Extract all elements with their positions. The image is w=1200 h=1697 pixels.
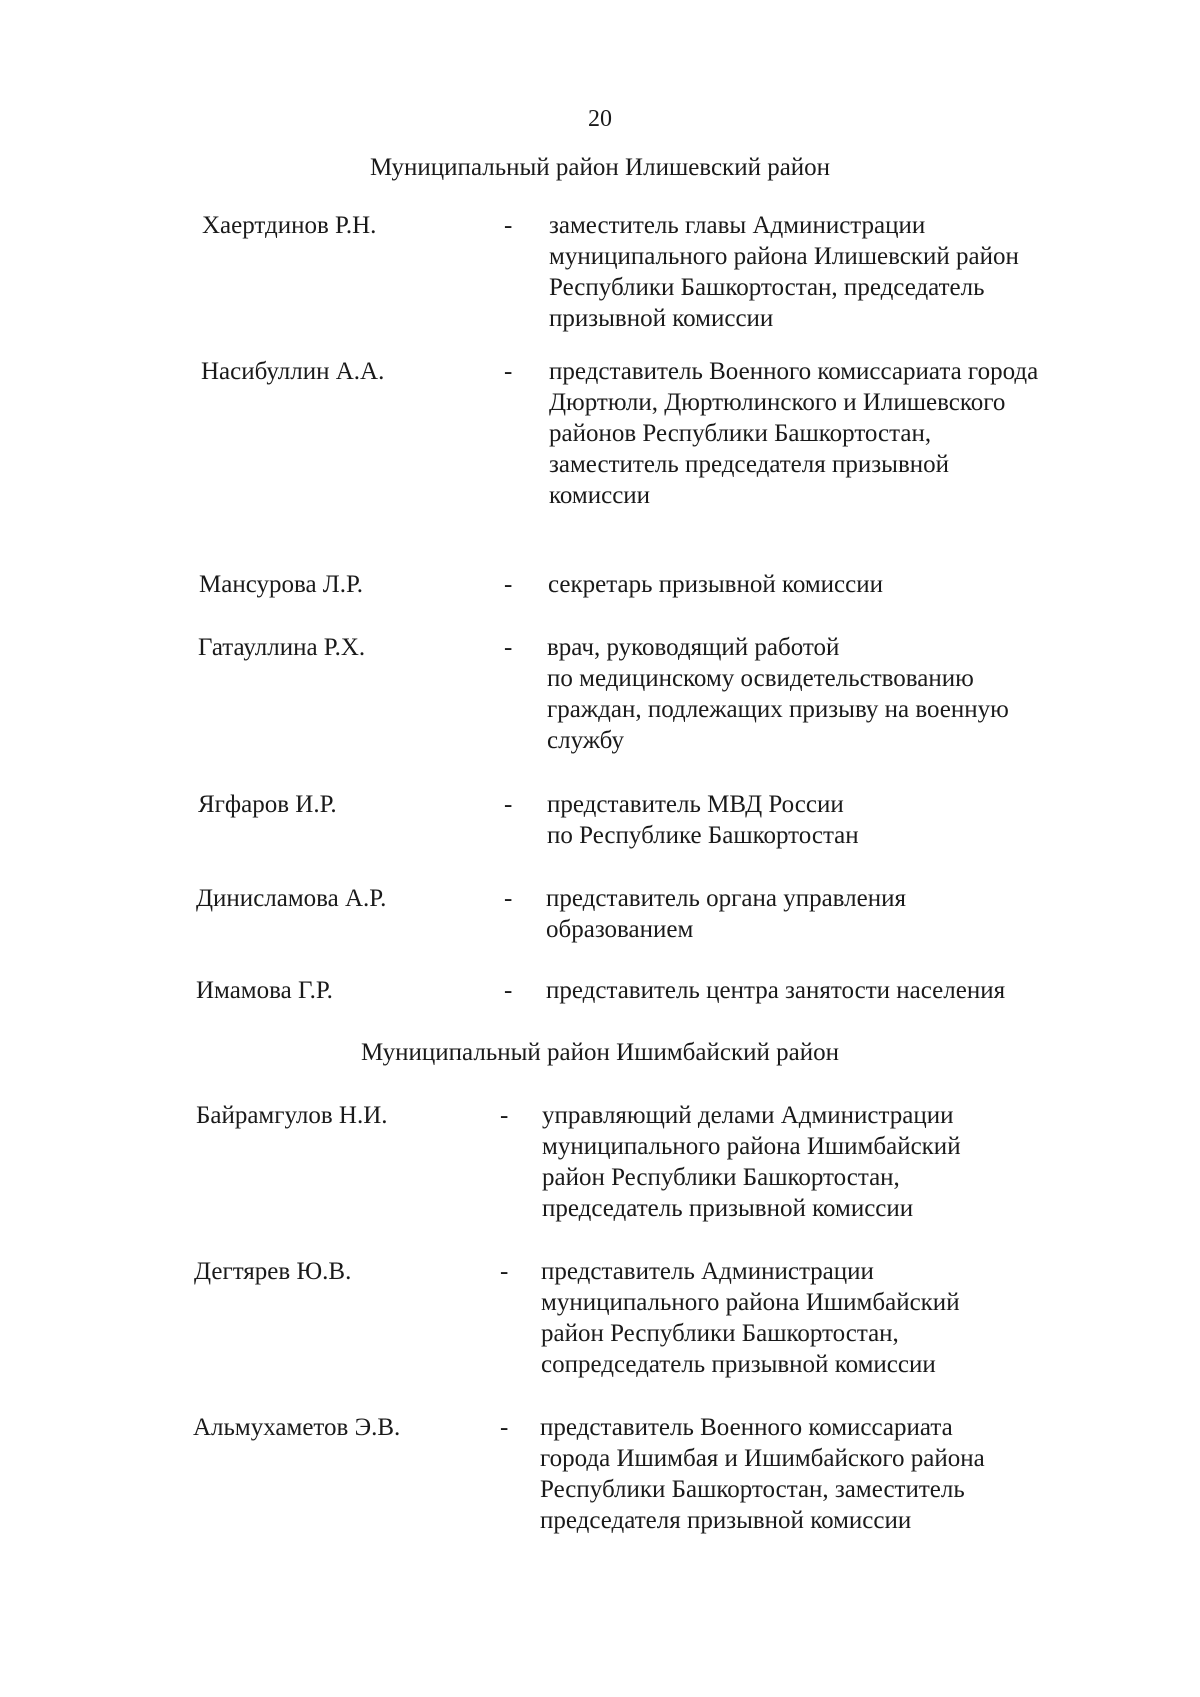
section-heading: Муниципальный район Илишевский район [369, 154, 831, 181]
member-dash: - [500, 1102, 509, 1129]
member-dash: - [500, 1258, 509, 1285]
member-name: Хаертдинов Р.Н. [202, 212, 377, 239]
page-number: 20 [588, 106, 612, 132]
member-role: заместитель главы Администрации муниципального района Илишевский район Республики Башкортостан, председатель призывной комиссии [549, 212, 1019, 332]
member-role: врач, руководящий работой по медицинскому освидетельствованию граждан, подлежащих призыву на военную службу [547, 634, 1009, 754]
member-role: представитель МВД России по Республике Башкортостан [547, 791, 859, 849]
member-dash: - [504, 358, 513, 385]
member-name: Альмухаметов Э.В. [193, 1414, 401, 1441]
member-role: представитель Администрации муниципального района Ишимбайский район Республики Башкортостан, сопредседатель призывной комиссии [541, 1258, 960, 1378]
member-name: Имамова Г.Р. [196, 977, 333, 1004]
member-role: представитель центра занятости населения [546, 977, 1006, 1004]
member-dash: - [504, 791, 513, 818]
member-name: Байрамгулов Н.И. [196, 1102, 388, 1129]
member-dash: - [504, 634, 513, 661]
member-name: Гатауллина Р.Х. [198, 634, 366, 661]
member-dash: - [504, 977, 513, 1004]
member-name: Динисламова А.Р. [196, 885, 387, 912]
member-role: представитель Военного комиссариата города Дюртюли, Дюртюлинского и Илишевского районов Республики Башкортостан, заместитель председателя призывной комиссии [549, 358, 1039, 509]
member-dash: - [504, 212, 513, 239]
member-role: секретарь призывной комиссии [548, 571, 884, 598]
member-dash: - [500, 1414, 509, 1441]
member-name: Дегтярев Ю.В. [194, 1258, 352, 1285]
member-name: Ягфаров И.Р. [198, 791, 337, 818]
member-dash: - [504, 885, 513, 912]
member-role: представитель Военного комиссариата города Ишимбая и Ишимбайского района Республики Башкортостан, заместитель председателя призывной комиссии [540, 1414, 985, 1534]
member-name: Насибуллин А.А. [201, 358, 385, 385]
member-dash: - [504, 571, 513, 598]
section-heading: Муниципальный район Ишимбайский район [361, 1039, 839, 1066]
member-name: Мансурова Л.Р. [199, 571, 364, 598]
member-role: управляющий делами Администрации муниципального района Ишимбайский район Республики Башкортостан, председатель призывной комиссии [542, 1102, 961, 1222]
member-role: представитель органа управления образованием [546, 885, 906, 943]
